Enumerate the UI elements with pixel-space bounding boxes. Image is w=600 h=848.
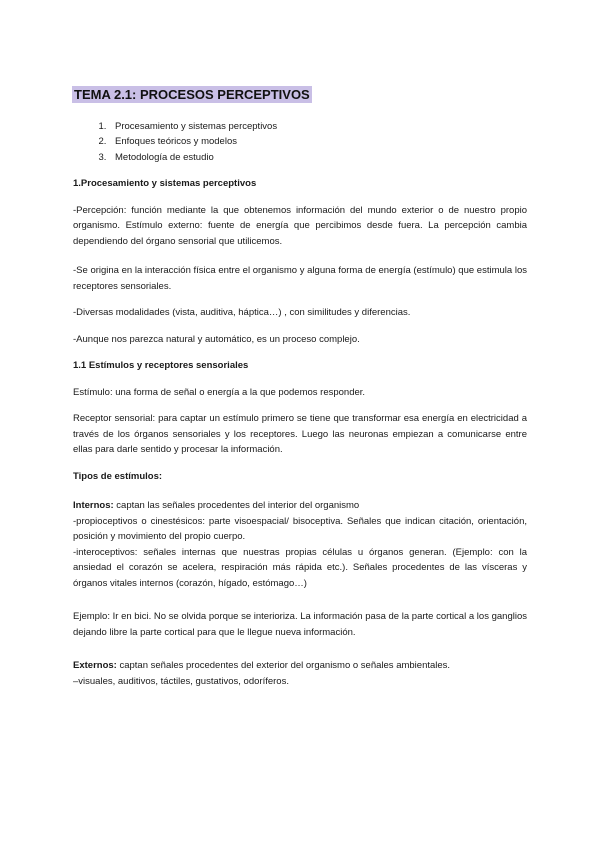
toc-item: 3. Metodología de estudio [109, 150, 527, 166]
paragraph-modalidades: -Diversas modalidades (vista, auditiva, háptica…) , con similitudes y diferencias. [73, 307, 411, 318]
paragraph-estimulo: Estímulo: una forma de señal o energía a la que podemos responder. [73, 386, 366, 398]
paragraph-internos [73, 498, 527, 514]
externos-label: Externos: [73, 660, 117, 671]
section-heading-1-1: 1.1 Estímulos y receptores sensoriales [73, 360, 249, 371]
toc-item: 2. Enfoques teóricos y modelos [109, 134, 527, 150]
externos-text: captan señales procedentes del exterior del organismo o señales ambientales. [116, 660, 451, 671]
internos-label: Internos: [73, 500, 114, 511]
paragraph-origen: -Se origina en la interacción física entre el organismo y alguna forma de energía (estímulo) que estimula los receptores sensoriales. [73, 265, 527, 292]
section-heading-1: 1.Procesamiento y sistemas perceptivos [73, 178, 257, 189]
document-body [73, 86, 527, 689]
toc-item: 1. Procesamiento y sistemas perceptivos [109, 119, 527, 135]
section-heading-tipos: Tipos de estímulos: [73, 470, 163, 482]
paragraph-externos [73, 658, 527, 674]
table-of-contents [73, 119, 527, 166]
internos-text: captan las señales procedentes del interior del organismo [113, 500, 360, 511]
paragraph-interoceptivos: -interoceptivos: señales internas que nuestras propias células u órganos generan. (Ejemplo: con la ansiedad el corazón se acelera, respiración más rápida etc.). Señales procedentes de las vísceras y órganos vitales internos (corazón, hígado, estómago…) [73, 546, 527, 589]
paragraph-ejemplo: Ejemplo: Ir en bici. No se olvida porque se interioriza. La información pasa de la parte cortical a los ganglios dejando libre la parte cortical para que le llegue nueva información. [73, 611, 527, 638]
paragraph-externos-list: –visuales, auditivos, táctiles, gustativos, odoríferos. [73, 675, 289, 687]
paragraph-propioceptivos: -propioceptivos o cinestésicos: parte visoespacial/ bisoceptiva. Señales que indican citación, orientación, posición y movimiento del propio cuerpo. [73, 515, 527, 542]
paragraph-receptor: Receptor sensorial: para captar un estímulo primero se tiene que transformar esa energía en electricidad a través de los órganos sensoriales y los receptores. Luego las neuronas empiezan a comunicarse entre ellas para darle sentido y procesar la información. [73, 413, 527, 455]
paragraph-complejo: -Aunque nos parezca natural y automático, es un proceso complejo. [73, 333, 360, 345]
paragraph-percepcion: -Percepción: función mediante la que obtenemos información del mundo exterior o de nuestro propio organismo. Estímulo externo: fuente de energía que percibimos desde fuera. La percepción cambia dependiendo del órgano sensorial que utilicemos. [73, 204, 527, 247]
page-title: TEMA 2.1: PROCESOS PERCEPTIVOS [74, 87, 310, 102]
